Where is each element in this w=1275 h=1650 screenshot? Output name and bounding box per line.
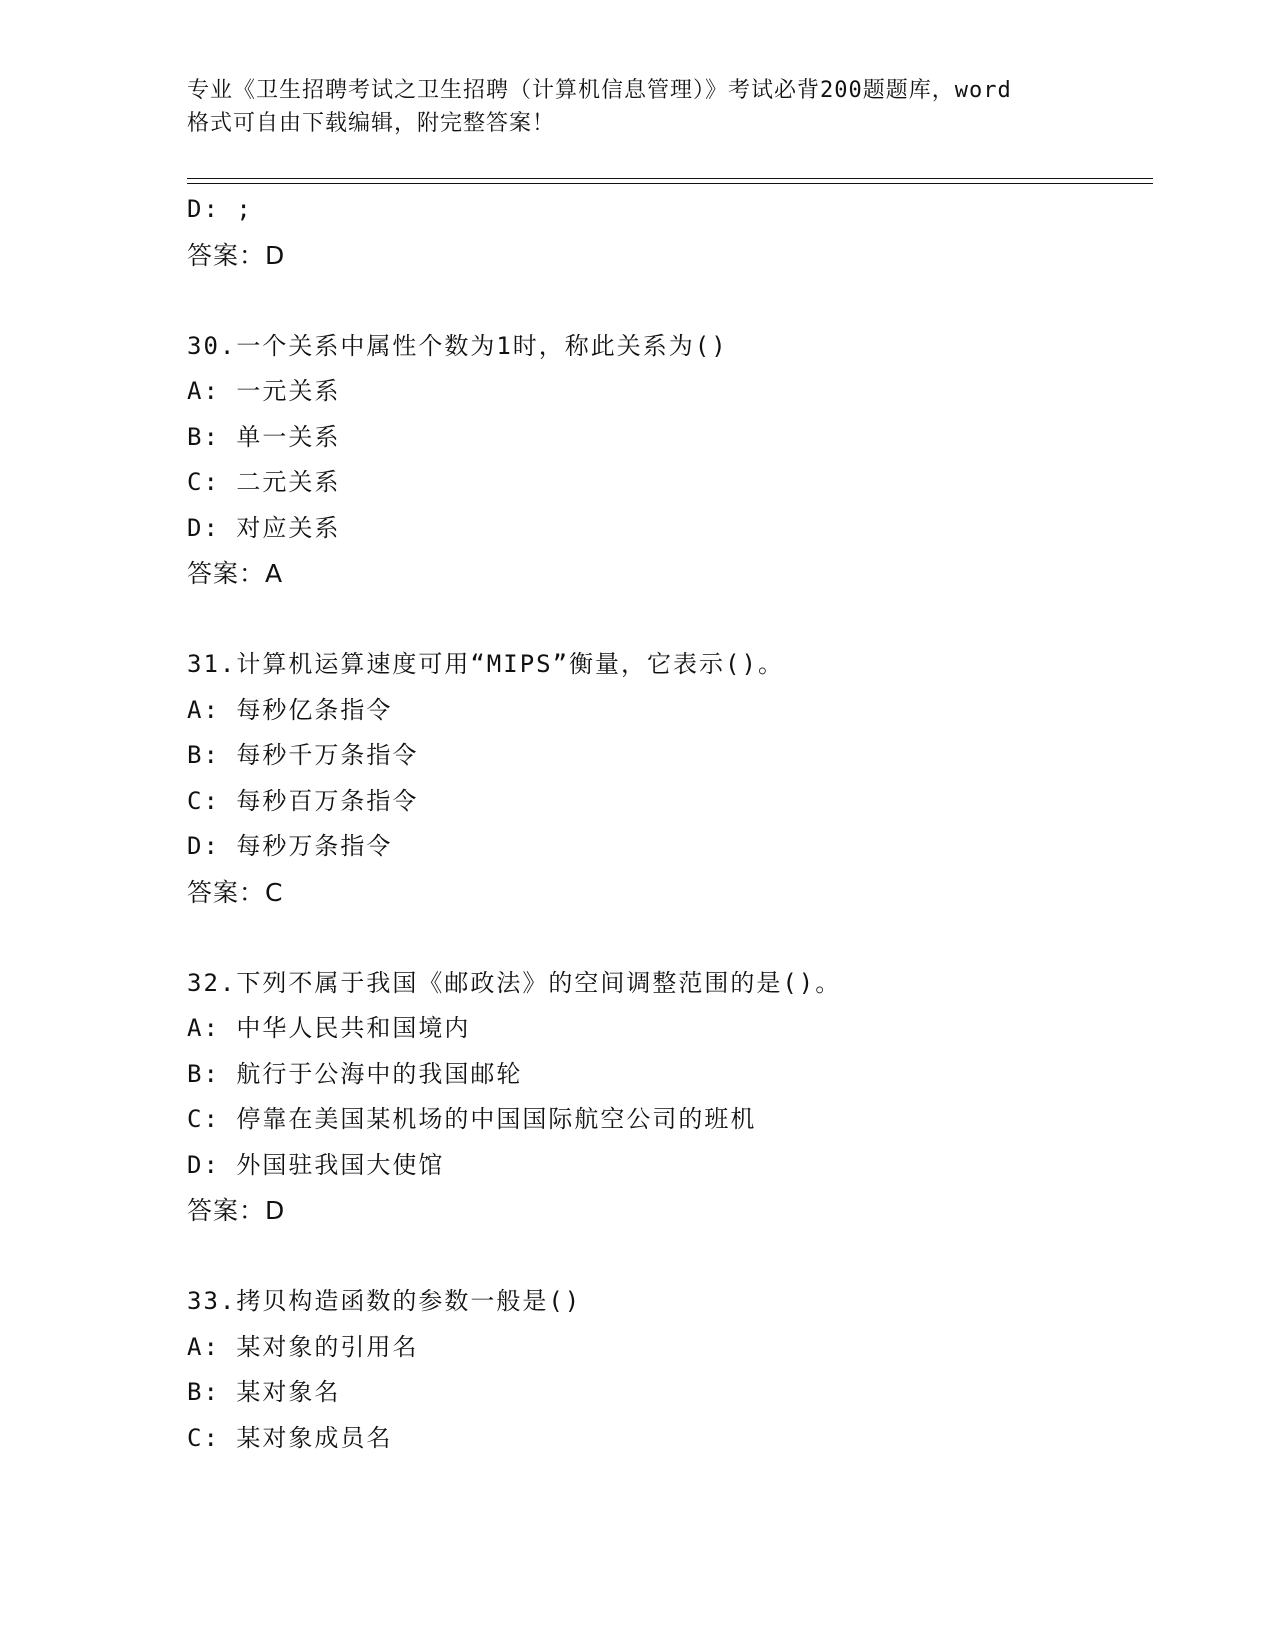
- option-a: A: 中华人民共和国境内: [187, 1014, 471, 1042]
- question-list: [187, 187, 1147, 1461]
- option-d: D: 对应关系: [187, 513, 341, 542]
- question-spacer: [187, 597, 1147, 643]
- question-31: [187, 642, 1147, 915]
- answer-line: 答案：D: [187, 1196, 286, 1225]
- option-a: A: 一元关系: [187, 377, 341, 405]
- option-b: B: 单一关系: [187, 422, 341, 451]
- question-30: [187, 324, 1147, 597]
- option-b: B: 某对象名: [187, 1378, 341, 1406]
- question-33: [187, 1279, 1147, 1461]
- option-c: C: 二元关系: [187, 468, 341, 496]
- answer-line: 答案：D: [187, 240, 286, 270]
- option-b: B: 航行于公海中的我国邮轮: [187, 1059, 523, 1088]
- option-c: C: 每秒百万条指令: [187, 786, 419, 815]
- header-divider-bottom: [187, 183, 1153, 184]
- question-stem: 32.下列不属于我国《邮政法》的空间调整范围的是()。: [187, 968, 842, 997]
- option-c: C: 停靠在美国某机场的中国国际航空公司的班机: [187, 1105, 757, 1133]
- answer-line: 答案：A: [187, 559, 284, 588]
- option-d: D: 外国驻我国大使馆: [187, 1150, 445, 1179]
- option-d: D: 每秒万条指令: [187, 832, 393, 860]
- header-divider-top: [187, 178, 1153, 179]
- document-header: [187, 74, 1087, 140]
- question-stem: 30.一个关系中属性个数为1时，称此关系为(): [187, 331, 728, 360]
- question-spacer: [187, 278, 1147, 324]
- header-line-2: 格式可自由下载编辑，附完整答案！: [187, 111, 556, 136]
- option-a: A: 每秒亿条指令: [187, 695, 393, 724]
- option-d: D: ;: [187, 195, 253, 223]
- question-32: [187, 961, 1147, 1234]
- answer-line: 答案：C: [187, 877, 284, 907]
- option-a: A: 某对象的引用名: [187, 1332, 419, 1361]
- question-spacer: [187, 915, 1147, 961]
- option-b: B: 每秒千万条指令: [187, 741, 419, 769]
- option-c: C: 某对象成员名: [187, 1423, 393, 1452]
- header-line-1: 专业《卫生招聘考试之卫生招聘（计算机信息管理）》考试必背200题题库，word: [187, 78, 1012, 103]
- question-stem: 33.拷贝构造函数的参数一般是(): [187, 1287, 582, 1315]
- question-stem: 31.计算机运算速度可用“MIPS”衡量，它表示()。: [187, 650, 784, 678]
- question-spacer: [187, 1234, 1147, 1280]
